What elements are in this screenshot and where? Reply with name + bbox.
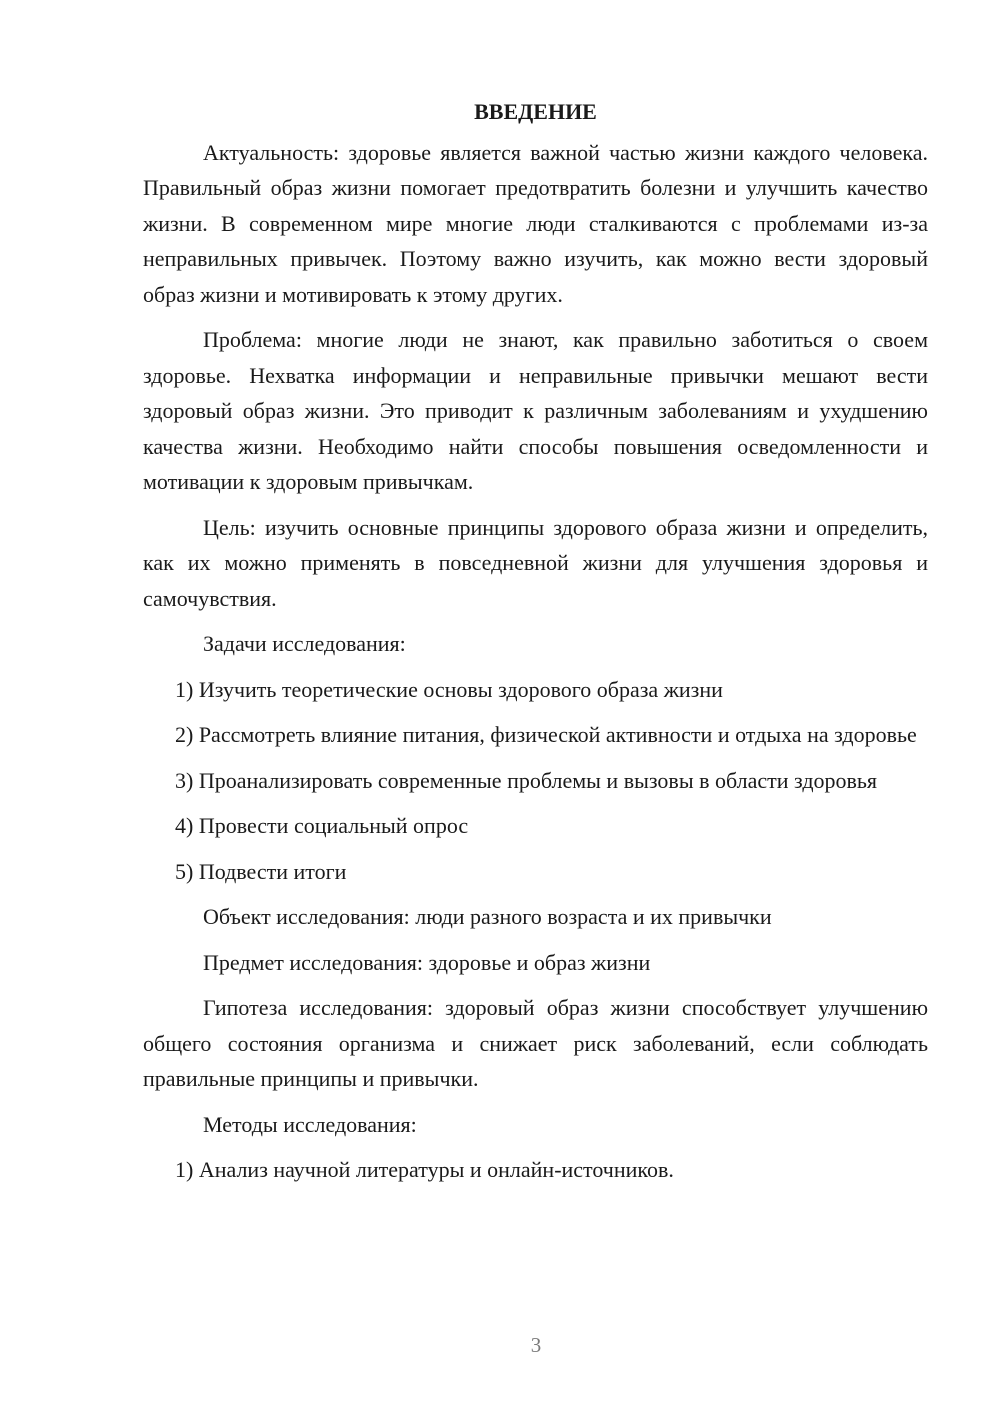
subject-paragraph: Предмет исследования: здоровье и образ жизни: [203, 949, 651, 975]
tasks-heading: Задачи исследования:: [203, 631, 406, 656]
relevance-paragraph: Актуальность: здоровье является важной частью жизни каждого человека. Правильный образ жизни помогает предотвратить болезни и улучшить качество жизни. В современном мире многие люди сталкиваются с проблемами из-за неправильных привычек. Поэтому важно изучить, как можно вести здоровый образ жизни и мотивировать к этому других.: [143, 139, 928, 307]
task-item-3: 3) Проанализировать современные проблемы и вызовы в области здоровья: [175, 767, 878, 793]
section-title: ВВЕДЕНИЕ: [474, 99, 597, 124]
page-body: [143, 94, 928, 1198]
task-item-5: 5) Подвести итоги: [175, 858, 347, 884]
object-paragraph: Объект исследования: люди разного возраста и их привычки: [203, 904, 772, 929]
page-number: 3: [530, 1333, 542, 1357]
method-item-1: 1) Анализ научной литературы и онлайн-источников.: [175, 1157, 674, 1182]
methods-heading: Методы исследования:: [203, 1111, 417, 1137]
task-item-4: 4) Провести социальный опрос: [175, 813, 469, 838]
task-item-2: 2) Рассмотреть влияние питания, физической активности и отдыха на здоровье: [175, 722, 917, 747]
task-item-1: 1) Изучить теоретические основы здорового образа жизни: [175, 676, 723, 702]
problem-paragraph: Проблема: многие люди не знают, как правильно заботиться о своем здоровье. Нехватка информации и неправильные привычки мешают вести здоровый образ жизни. Это приводит к различным заболеваниям и ухудшению качества жизни. Необходимо найти способы повышения осведомленности и мотивации к здоровым привычкам.: [143, 327, 928, 494]
goal-paragraph: Цель: изучить основные принципы здорового образа жизни и определить, как их можно применять в повседневной жизни для улучшения здоровья и самочувствия.: [143, 514, 928, 611]
hypothesis-paragraph: Гипотеза исследования: здоровый образ жизни способствует улучшению общего состояния организма и снижает риск заболеваний, если соблюдать правильные принципы и привычки.: [143, 995, 928, 1091]
